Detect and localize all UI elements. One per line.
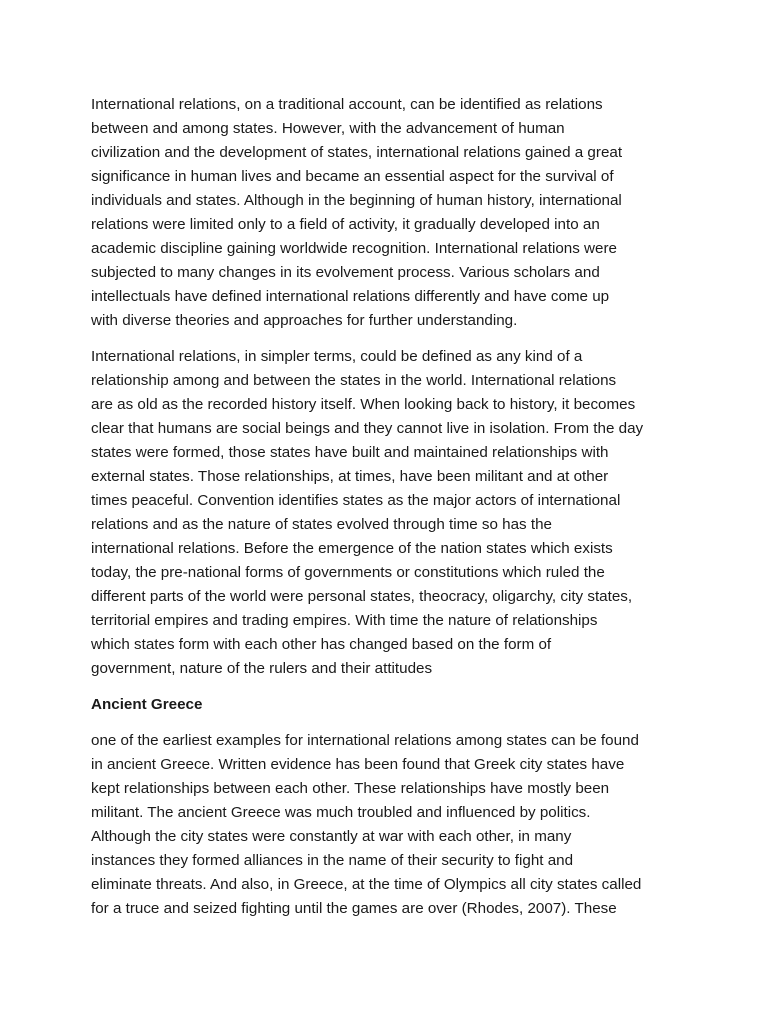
section-heading: Ancient Greece bbox=[91, 696, 203, 713]
text-line: militant. The ancient Greece was much troubled and influenced by politics. bbox=[91, 804, 591, 821]
paragraph-intro bbox=[91, 93, 691, 333]
text-line: with diverse theories and approaches for further understanding. bbox=[91, 312, 518, 329]
text-line: times peaceful. Convention identifies states as the major actors of international bbox=[91, 492, 621, 509]
text-line: territorial empires and trading empires. With time the nature of relationships bbox=[91, 612, 598, 629]
text-line: clear that humans are social beings and they cannot live in isolation. From the day bbox=[91, 420, 644, 437]
text-line: today, the pre-national forms of governments or constitutions which ruled the bbox=[91, 564, 605, 581]
text-line: individuals and states. Although in the beginning of human history, international bbox=[91, 192, 622, 209]
text-line: relations and as the nature of states evolved through time so has the bbox=[91, 516, 552, 533]
text-line: relations were limited only to a field of activity, it gradually developed into an bbox=[91, 216, 600, 233]
text-line: subjected to many changes in its evolvement process. Various scholars and bbox=[91, 264, 600, 281]
text-line: Although the city states were constantly at war with each other, in many bbox=[91, 828, 572, 845]
text-line: between and among states. However, with the advancement of human bbox=[91, 120, 565, 137]
text-line: International relations, on a traditional account, can be identified as relations bbox=[91, 96, 603, 113]
text-line: instances they formed alliances in the name of their security to fight and bbox=[91, 852, 574, 869]
text-line: significance in human lives and became an essential aspect for the survival of bbox=[91, 168, 614, 185]
text-line: kept relationships between each other. These relationships have mostly been bbox=[91, 780, 610, 797]
text-line: external states. Those relationships, at times, have been militant and at other bbox=[91, 468, 609, 485]
text-line: are as old as the recorded history itself. When looking back to history, it becomes bbox=[91, 396, 636, 413]
text-line: relationship among and between the states in the world. International relations bbox=[91, 372, 617, 389]
paragraph-ancient-greece bbox=[91, 729, 691, 921]
text-line: government, nature of the rulers and their attitudes bbox=[91, 660, 433, 677]
text-line: intellectuals have defined international relations differently and have come up bbox=[91, 288, 610, 305]
text-line: which states form with each other has changed based on the form of bbox=[91, 636, 552, 653]
text-line: for a truce and seized fighting until the games are over (Rhodes, 2007). These bbox=[91, 900, 617, 917]
text-line: states were formed, those states have built and maintained relationships with bbox=[91, 444, 609, 461]
text-line: International relations, in simpler terms, could be defined as any kind of a bbox=[91, 348, 583, 365]
text-line: civilization and the development of states, international relations gained a great bbox=[91, 144, 623, 161]
text-line: different parts of the world were personal states, theocracy, oligarchy, city states, bbox=[91, 588, 633, 605]
text-line: international relations. Before the emergence of the nation states which exists bbox=[91, 540, 613, 557]
text-line: in ancient Greece. Written evidence has been found that Greek city states have bbox=[91, 756, 625, 773]
text-line: eliminate threats. And also, in Greece, at the time of Olympics all city states called bbox=[91, 876, 642, 893]
paragraph-definition bbox=[91, 345, 691, 681]
document-page bbox=[91, 93, 691, 933]
text-line: academic discipline gaining worldwide recognition. International relations were bbox=[91, 240, 617, 257]
text-line: one of the earliest examples for international relations among states can be found bbox=[91, 732, 639, 749]
